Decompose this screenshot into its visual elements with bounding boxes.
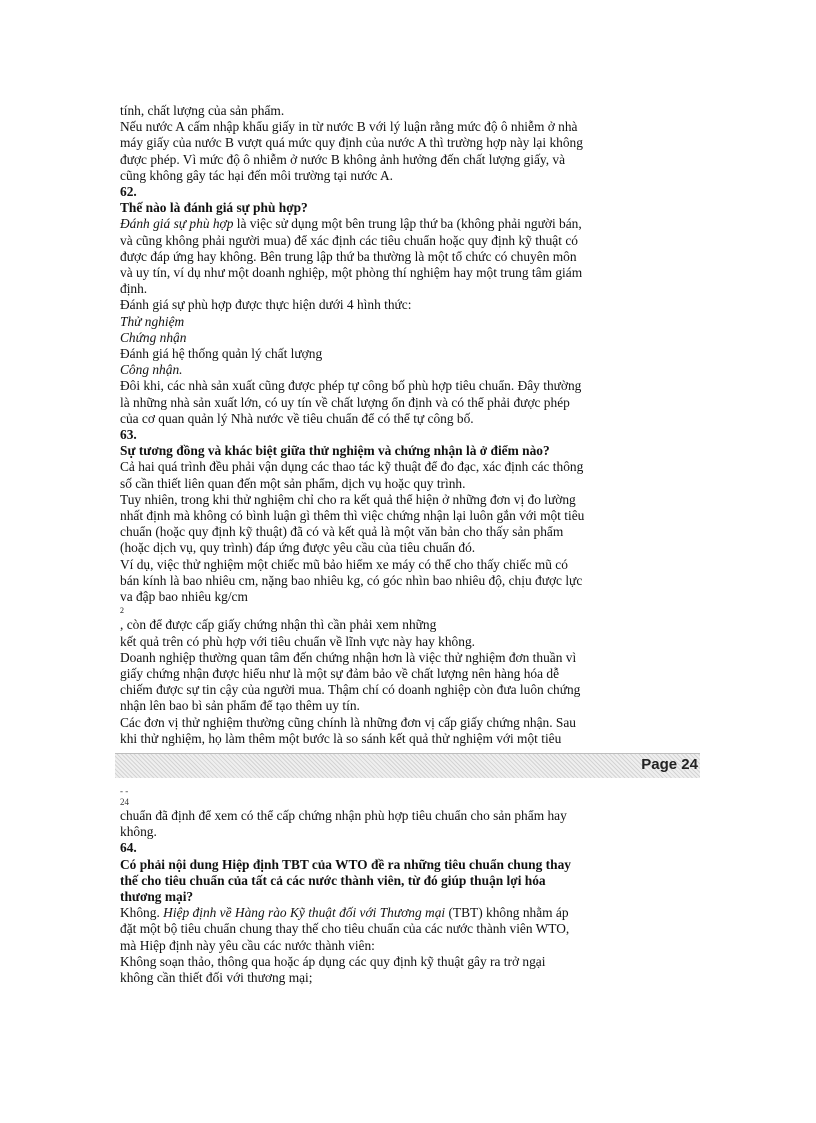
text-line: số cần thiết liên quan đến một sản phẩm, dịch vụ hoặc quy trình.	[120, 475, 466, 491]
heading-line: Có phải nội dung Hiệp định TBT của WTO đề ra những tiêu chuẩn chung thay	[120, 856, 571, 872]
text-line	[120, 216, 700, 232]
text-line: và cũng không phải người mua) để xác định các tiêu chuẩn hoặc quy định kỹ thuật có	[120, 232, 578, 248]
italic-term: Hiệp định về Hàng rào Kỹ thuật đối với Thương mại	[163, 905, 446, 921]
text-line: nhất định mà không có bình luận gì thêm thì việc chứng nhận lại luôn gắn với một tiêu	[120, 508, 585, 524]
text-span: Không.	[120, 905, 164, 921]
page-25-lines	[120, 808, 700, 986]
text-line: đặt một bộ tiêu chuẩn chung thay thế cho tiêu chuẩn của các nước thành viên WTO,	[120, 921, 570, 937]
text-line: Đánh giá hệ thống quản lý chất lượng	[120, 346, 323, 362]
text-line: tính, chất lượng của sản phẩm.	[120, 103, 285, 118]
document-body	[120, 103, 700, 986]
text-line: 2	[120, 606, 124, 616]
page-24-body	[120, 103, 700, 747]
page-number-label: Page 24	[641, 755, 698, 773]
text-line: chuẩn (hoặc quy định kỹ thuật) đã có và kết quả là một văn bản cho thấy sản phẩm	[120, 524, 564, 540]
text-line: nhận lên bao bì sản phẩm để tạo thêm uy tín.	[120, 698, 360, 714]
text-line: Công nhận.	[120, 362, 183, 378]
text-line: Cả hai quá trình đều phải vận dụng các thao tác kỹ thuật để đo đạc, xác định các thông	[120, 459, 584, 475]
text-line	[120, 905, 700, 921]
text-line: Không soạn thảo, thông qua hoặc áp dụng các quy định kỹ thuật gây ra trở ngại	[120, 953, 546, 969]
text-span: là việc sử dụng một bên trung lập thứ ba (không phải người bán,	[233, 216, 582, 232]
text-line: chiếm được sự tin cậy của người mua. Thậm chí có doanh nghiệp còn đưa luôn chứng	[120, 682, 581, 698]
text-line: của cơ quan quản lý Nhà nước về tiêu chuẩn để có thể tự công bố.	[120, 410, 474, 426]
page-footer-bar	[115, 753, 700, 778]
text-line: và uy tín, ví dụ như một doanh nghiệp, một phòng thí nghiệm hay một trung tâm giám	[120, 265, 583, 281]
text-line: Đánh giá sự phù hợp được thực hiện dưới 4 hình thức:	[120, 297, 412, 313]
heading-line: thương mại?	[120, 888, 194, 904]
text-line: là những nhà sản xuất lớn, có uy tín về chất lượng ổn định và có thể phải được phép	[120, 394, 570, 410]
text-line: mà Hiệp định này yêu cầu các nước thành viên:	[120, 937, 375, 953]
text-line: Chứng nhận	[120, 329, 187, 345]
text-line: Ví dụ, việc thử nghiệm một chiếc mũ bảo hiểm xe máy có thể cho thấy chiếc mũ có	[120, 556, 568, 572]
text-line: cũng không gây tác hại đến môi trường tại nước A.	[120, 167, 393, 183]
text-line: giấy chứng nhận được hiểu như là một sự đảm bảo về chất lượng nên hàng hóa dễ	[120, 665, 560, 681]
text-line: Đôi khi, các nhà sản xuất cũng được phép tự công bố phù hợp tiêu chuẩn. Đây thường	[120, 378, 582, 394]
heading-line: thế cho tiêu chuẩn của tất cả các nước thành viên, từ đó giúp thuận lợi hóa	[120, 872, 546, 888]
heading-line: 62.	[120, 184, 137, 200]
heading-line: Sự tương đồng và khác biệt giữa thử nghiệm và chứng nhận là ở điểm nào?	[120, 443, 550, 459]
page-number-top: 24	[120, 796, 129, 807]
text-line: Doanh nghiệp thường quan tâm đến chứng nhận hơn là việc thử nghiệm đơn thuần vì	[120, 649, 577, 665]
text-line: máy giấy của nước B vượt quá mức quy định của nước A thì trường hợp này lại không	[120, 135, 583, 151]
text-line: , còn để được cấp giấy chứng nhận thì cần phải xem những	[120, 617, 437, 633]
text-line: (hoặc dịch vụ, quy trình) đáp ứng được yêu cầu của tiêu chuẩn đó.	[120, 540, 476, 556]
text-line: Nếu nước A cấm nhập khẩu giấy in từ nước B với lý luận rằng mức độ ô nhiễm ở nhà	[120, 119, 578, 135]
italic-term: Đánh giá sự phù hợp	[120, 216, 234, 232]
heading-line: 63.	[120, 427, 137, 443]
page-marker: - -	[120, 785, 129, 796]
text-line: Thử nghiệm	[120, 313, 185, 329]
text-line: va đập bao nhiêu kg/cm	[120, 589, 248, 605]
text-line: chuẩn đã định để xem có thể cấp chứng nhận phù hợp tiêu chuẩn cho sản phẩm hay	[120, 807, 567, 823]
text-line: được đáp ứng hay không. Bên trung lập thứ ba thường là một tổ chức có chuyên môn	[120, 248, 577, 264]
text-line: kết quả trên có phù hợp với tiêu chuẩn về lĩnh vực này hay không.	[120, 633, 475, 649]
text-line: Các đơn vị thử nghiệm thường cũng chính là những đơn vị cấp giấy chứng nhận. Sau	[120, 714, 577, 730]
text-line: Tuy nhiên, trong khi thử nghiệm chỉ cho ra kết quả thể hiện ở những đơn vị đo lường	[120, 491, 576, 507]
text-span: (TBT) không nhằm áp	[445, 905, 569, 921]
heading-line: Thế nào là đánh giá sự phù hợp?	[120, 200, 308, 216]
text-line: được phép. Vì mức độ ô nhiễm ở nước B không ảnh hưởng đến chất lượng giấy, và	[120, 151, 566, 167]
text-line: khi thử nghiệm, họ làm thêm một bước là so sánh kết quả thử nghiệm với một tiêu	[120, 730, 562, 746]
heading-line: 64.	[120, 840, 137, 856]
text-line: bán kính là bao nhiêu cm, nặng bao nhiêu kg, có góc nhìn bao nhiêu độ, chịu được lực	[120, 572, 583, 588]
page-25-body	[120, 786, 700, 986]
text-line: định.	[120, 281, 148, 297]
text-line: không.	[120, 824, 157, 840]
text-line: không cần thiết đối với thương mại;	[120, 969, 313, 985]
